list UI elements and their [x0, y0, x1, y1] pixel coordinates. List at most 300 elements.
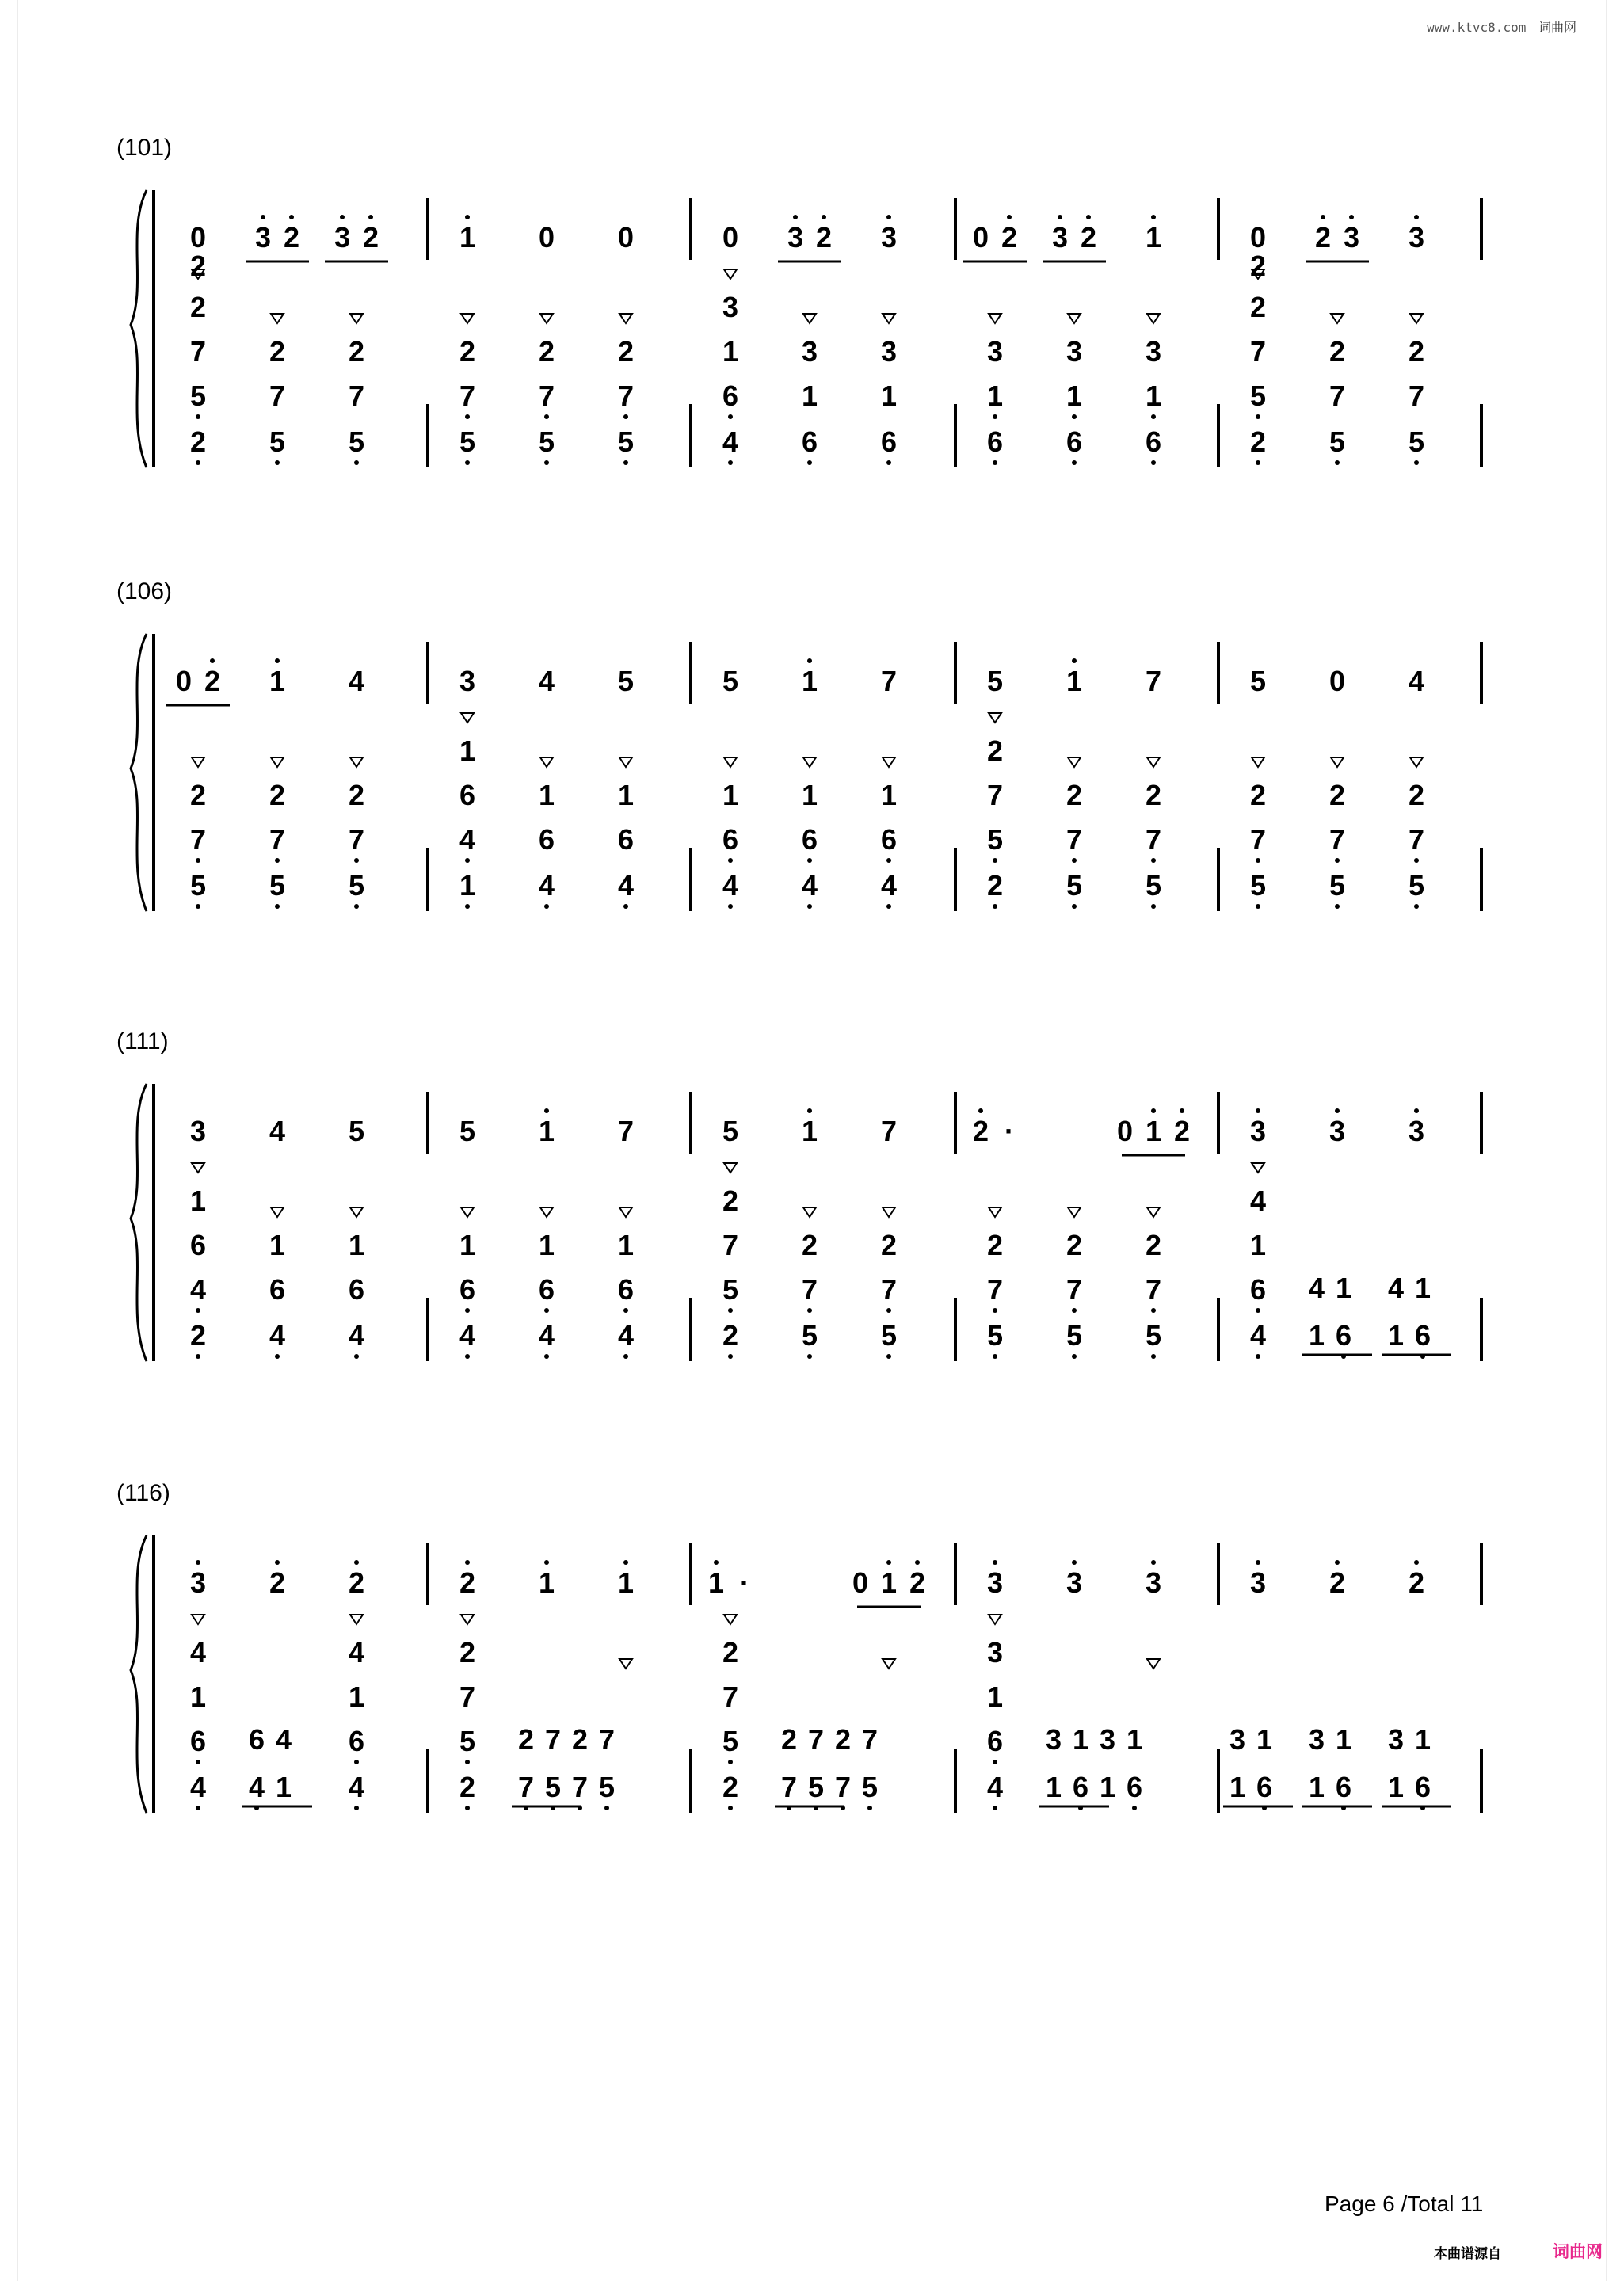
melody-note: 3: [1066, 1566, 1083, 1599]
staff-svg: [0, 610, 1624, 975]
grand-staff-brace: [131, 634, 147, 911]
melody-note: 2: [909, 1566, 926, 1599]
accent-mark: [1068, 757, 1081, 767]
high-octave-dot: [1335, 1560, 1340, 1565]
bass-note: 4: [538, 869, 555, 902]
bass-note: 5: [269, 425, 286, 458]
high-octave-dot: [544, 1108, 549, 1113]
chord-note: 2: [1408, 779, 1425, 811]
melody-note: 2: [1080, 221, 1097, 254]
low-octave-dot: [1072, 460, 1077, 465]
chord-note: 1: [1249, 1229, 1267, 1261]
low-octave-dot: [465, 414, 470, 419]
accent-mark: [1410, 757, 1423, 767]
melody-note: 3: [1051, 221, 1069, 254]
broken-chord-note: 4: [275, 1723, 292, 1756]
low-octave-dot: [728, 1806, 733, 1810]
melody-note: 2: [459, 1566, 476, 1599]
chord-note: 2: [1249, 291, 1267, 323]
low-octave-dot: [728, 1308, 733, 1313]
low-octave-dot: [1256, 1308, 1260, 1313]
accent-mark: [461, 314, 474, 323]
accent-mark: [619, 1659, 632, 1669]
chord-note: 7: [1408, 380, 1425, 412]
chord-note: 1: [459, 734, 476, 767]
chord-note: 4: [189, 1636, 207, 1669]
low-octave-dot: [544, 460, 549, 465]
bass-note: 6: [801, 425, 818, 458]
low-octave-dot: [196, 414, 200, 419]
bass-note: 5: [1408, 425, 1425, 458]
chord-note: 1: [880, 779, 898, 811]
chord-note: 6: [538, 823, 555, 856]
chord-note: 4: [459, 823, 476, 856]
chord-note: 5: [1249, 380, 1267, 412]
melody-note: 5: [1249, 665, 1267, 697]
footer-brand: 词曲网: [1553, 2242, 1603, 2261]
low-octave-dot: [886, 904, 891, 909]
low-octave-dot: [1151, 460, 1156, 465]
chord-note: 2: [189, 291, 207, 323]
high-octave-dot: [1151, 1108, 1156, 1113]
low-octave-dot: [354, 858, 359, 863]
accent-mark: [803, 757, 816, 767]
chord-note: 1: [617, 779, 635, 811]
chord-note: 7: [1145, 823, 1162, 856]
chord-note: 1: [189, 1680, 207, 1713]
low-octave-dot: [196, 858, 200, 863]
bass-note: 5: [617, 425, 635, 458]
low-octave-dot: [275, 858, 280, 863]
bass-note: 1: [1099, 1771, 1116, 1803]
melody-note: 3: [986, 1566, 1004, 1599]
low-octave-dot: [465, 1308, 470, 1313]
melody-note: 3: [1408, 1115, 1425, 1147]
chord-note: 7: [1066, 823, 1083, 856]
high-octave-dot: [1414, 215, 1419, 219]
bass-note: 5: [1145, 869, 1162, 902]
melody-note: 3: [1249, 1566, 1267, 1599]
grand-staff-brace: [131, 1535, 147, 1813]
broken-chord-note: 1: [1256, 1723, 1273, 1756]
bass-note: 4: [722, 425, 739, 458]
low-octave-dot: [465, 904, 470, 909]
melody-note: 3: [787, 221, 804, 254]
bass-note: 4: [617, 1319, 635, 1352]
melody-note: 3: [1249, 1115, 1267, 1147]
bass-note: 5: [801, 1319, 818, 1352]
high-octave-dot: [1349, 215, 1354, 219]
accent-mark: [540, 1207, 553, 1217]
melody-note: 7: [880, 665, 898, 697]
melody-note: 1: [801, 1115, 818, 1147]
accent-mark: [724, 269, 737, 279]
low-octave-dot: [993, 460, 997, 465]
chord-note: 7: [1329, 380, 1346, 412]
low-octave-dot: [728, 904, 733, 909]
chord-note: 6: [459, 779, 476, 811]
accent-mark: [1410, 314, 1423, 323]
bass-note: 5: [807, 1771, 825, 1803]
chord-note: 2: [986, 734, 1004, 767]
melody-note: 2: [269, 1566, 286, 1599]
chord-note: 3: [986, 335, 1004, 368]
accent-mark: [989, 1615, 1001, 1624]
chord-note: 7: [722, 1229, 739, 1261]
bass-note: 1: [275, 1771, 292, 1803]
high-octave-dot: [623, 1560, 628, 1565]
low-octave-dot: [623, 904, 628, 909]
high-octave-dot: [1151, 1560, 1156, 1565]
chord-note: 6: [538, 1273, 555, 1306]
low-octave-dot: [465, 1760, 470, 1764]
low-octave-dot: [544, 414, 549, 419]
accent-mark: [883, 314, 895, 323]
low-octave-dot: [1335, 858, 1340, 863]
chord-note: 5: [722, 1273, 739, 1306]
broken-chord-note: 6: [248, 1723, 265, 1756]
melody-note: 3: [1145, 1566, 1162, 1599]
high-octave-dot: [210, 658, 215, 663]
accent-mark: [989, 314, 1001, 323]
melody-note: 4: [538, 665, 555, 697]
chord-note: 1: [986, 380, 1004, 412]
chord-note: 7: [1145, 1273, 1162, 1306]
chord-note: 5: [459, 1725, 476, 1757]
melody-note: 3: [254, 221, 272, 254]
accent-mark: [883, 757, 895, 767]
broken-chord-note: 3: [1387, 1723, 1405, 1756]
bass-note: 5: [459, 425, 476, 458]
page-number: Page 6 /Total 11: [1325, 2191, 1484, 2216]
bass-note: 1: [1387, 1319, 1405, 1352]
bass-note: 5: [269, 869, 286, 902]
chord-note: 2: [1066, 1229, 1083, 1261]
chord-note: 2: [269, 335, 286, 368]
low-octave-dot: [623, 1354, 628, 1359]
high-octave-dot: [1072, 658, 1077, 663]
staff-svg: [0, 1512, 1624, 1876]
low-octave-dot: [728, 1760, 733, 1764]
low-octave-dot: [275, 460, 280, 465]
high-octave-dot: [978, 1108, 983, 1113]
chord-note: 2: [880, 1229, 898, 1261]
low-octave-dot: [728, 1354, 733, 1359]
melody-note: 2: [1001, 221, 1018, 254]
chord-note: 2: [538, 335, 555, 368]
low-octave-dot: [993, 414, 997, 419]
chord-note: 7: [722, 1680, 739, 1713]
low-octave-dot: [1256, 460, 1260, 465]
low-octave-dot: [196, 460, 200, 465]
accent-mark: [989, 1207, 1001, 1217]
chord-note: 1: [617, 1229, 635, 1261]
chord-note: 5: [986, 823, 1004, 856]
bass-note: 1: [459, 869, 476, 902]
chord-note: 1: [538, 1229, 555, 1261]
melody-note: 0: [538, 221, 555, 254]
accent-mark: [192, 1615, 204, 1624]
bass-note: 7: [834, 1771, 852, 1803]
chord-note: 2: [348, 335, 365, 368]
high-octave-dot: [1335, 1108, 1340, 1113]
high-octave-dot: [465, 215, 470, 219]
melody-note: 5: [722, 1115, 739, 1147]
bass-note: 5: [1145, 1319, 1162, 1352]
chord-note: 2: [986, 1229, 1004, 1261]
accent-mark: [883, 1207, 895, 1217]
chord-note: 6: [801, 823, 818, 856]
bass-note: 2: [189, 425, 207, 458]
low-octave-dot: [867, 1806, 872, 1810]
accent-mark: [724, 1163, 737, 1173]
low-octave-dot: [993, 1806, 997, 1810]
accent-mark: [1147, 314, 1160, 323]
high-octave-dot: [465, 1560, 470, 1565]
melody-note: 0: [617, 221, 635, 254]
melody-note: 0: [972, 221, 989, 254]
low-octave-dot: [1151, 858, 1156, 863]
chord-note: 6: [189, 1725, 207, 1757]
low-octave-dot: [1151, 904, 1156, 909]
bass-note: 2: [1249, 425, 1267, 458]
chord-note: 7: [1329, 823, 1346, 856]
accent-mark: [350, 1615, 363, 1624]
bass-note: 5: [1408, 869, 1425, 902]
accent-mark: [350, 1207, 363, 1217]
bass-note: 6: [1256, 1771, 1273, 1803]
melody-note: 2: [1314, 221, 1332, 254]
chord-note: 7: [1066, 1273, 1083, 1306]
chord-note: 2: [189, 779, 207, 811]
high-octave-dot: [1180, 1108, 1184, 1113]
bass-note: 2: [722, 1319, 739, 1352]
bass-note: 2: [459, 1771, 476, 1803]
chord-note: 2: [269, 779, 286, 811]
low-octave-dot: [807, 460, 812, 465]
melody-note: 2: [1408, 1566, 1425, 1599]
chord-note: 2: [348, 779, 365, 811]
accent-mark: [724, 757, 737, 767]
chord-note: 6: [722, 380, 739, 412]
bass-note: 5: [538, 425, 555, 458]
chord-note: 6: [617, 1273, 635, 1306]
chord-note: 1: [722, 779, 739, 811]
bass-note: 5: [348, 425, 365, 458]
broken-chord-note: 1: [1414, 1723, 1431, 1756]
bass-note: 7: [571, 1771, 589, 1803]
high-octave-dot: [1058, 215, 1062, 219]
bass-note: 5: [598, 1771, 616, 1803]
melody-note: ·: [740, 1566, 749, 1599]
chord-note: 7: [986, 1273, 1004, 1306]
melody-note: 4: [348, 665, 365, 697]
melody-note: 5: [617, 665, 635, 697]
high-octave-dot: [1256, 1560, 1260, 1565]
broken-chord-note: 7: [861, 1723, 879, 1756]
melody-note: 2: [972, 1115, 989, 1147]
melody-note: 2: [1329, 1566, 1346, 1599]
low-octave-dot: [993, 858, 997, 863]
low-octave-dot: [728, 460, 733, 465]
melody-note: 1: [1145, 221, 1162, 254]
low-octave-dot: [1256, 904, 1260, 909]
melody-note: 3: [334, 221, 351, 254]
low-octave-dot: [544, 1354, 549, 1359]
bass-note: 4: [986, 1771, 1004, 1803]
high-octave-dot: [1414, 1108, 1419, 1113]
chord-note: 6: [348, 1725, 365, 1757]
melody-note: 1: [880, 1566, 898, 1599]
broken-chord-note: 2: [571, 1723, 589, 1756]
chord-note: 7: [348, 380, 365, 412]
melody-note: 1: [707, 1566, 725, 1599]
high-octave-dot: [289, 215, 294, 219]
low-octave-dot: [275, 1354, 280, 1359]
high-octave-dot: [544, 1560, 549, 1565]
low-octave-dot: [1414, 858, 1419, 863]
footer-source: 本曲谱源自: [1434, 2246, 1501, 2262]
broken-chord-note: 1: [1126, 1723, 1143, 1756]
low-octave-dot: [196, 1760, 200, 1764]
accent-mark: [989, 713, 1001, 723]
high-octave-dot: [807, 1108, 812, 1113]
chord-note: 3: [722, 291, 739, 323]
broken-chord-note: 3: [1308, 1723, 1325, 1756]
chord-note: 7: [269, 380, 286, 412]
bass-note: 6: [1145, 425, 1162, 458]
low-octave-dot: [886, 1354, 891, 1359]
chord-note: 7: [880, 1273, 898, 1306]
melody-note: 1: [1145, 1115, 1162, 1147]
chord-note: 7: [538, 380, 555, 412]
low-octave-dot: [1072, 414, 1077, 419]
low-octave-dot: [465, 1354, 470, 1359]
bass-note: 4: [801, 869, 818, 902]
grand-staff-brace: [131, 1084, 147, 1361]
accent-mark: [461, 1207, 474, 1217]
melody-note: 0: [852, 1566, 869, 1599]
low-octave-dot: [807, 858, 812, 863]
bass-note: 5: [1329, 869, 1346, 902]
melody-note: 1: [459, 221, 476, 254]
chord-note: 5: [189, 380, 207, 412]
high-octave-dot: [196, 1560, 200, 1565]
bass-note: 5: [1249, 869, 1267, 902]
bass-note: 4: [248, 1771, 265, 1803]
bass-note: 1: [1045, 1771, 1062, 1803]
high-octave-dot: [1086, 215, 1091, 219]
chord-note: 2: [1145, 1229, 1162, 1261]
accent-mark: [1252, 757, 1264, 767]
bass-note: 4: [617, 869, 635, 902]
low-octave-dot: [354, 460, 359, 465]
bass-note: 5: [986, 1319, 1004, 1352]
bass-note: 6: [880, 425, 898, 458]
chord-note: 2: [1249, 250, 1267, 282]
low-octave-dot: [993, 904, 997, 909]
low-octave-dot: [1335, 460, 1340, 465]
chord-note: 7: [617, 380, 635, 412]
melody-note: 4: [269, 1115, 286, 1147]
high-octave-dot: [1414, 1560, 1419, 1565]
accent-mark: [1068, 314, 1081, 323]
low-octave-dot: [196, 1354, 200, 1359]
chord-note: 6: [1249, 1273, 1267, 1306]
bass-note: 4: [189, 1771, 207, 1803]
accent-mark: [1252, 1163, 1264, 1173]
low-octave-dot: [1335, 904, 1340, 909]
low-octave-dot: [196, 904, 200, 909]
accent-mark: [350, 757, 363, 767]
broken-chord-note: 3: [1045, 1723, 1062, 1756]
accent-mark: [350, 314, 363, 323]
melody-note: 2: [204, 665, 221, 697]
melody-note: 2: [1173, 1115, 1191, 1147]
broken-chord-note: 7: [598, 1723, 616, 1756]
chord-note: 2: [1408, 335, 1425, 368]
chord-note: 3: [880, 335, 898, 368]
chord-note: 1: [801, 779, 818, 811]
low-octave-dot: [1072, 1308, 1077, 1313]
high-octave-dot: [807, 658, 812, 663]
low-octave-dot: [1072, 1354, 1077, 1359]
melody-note: 1: [1066, 665, 1083, 697]
accent-mark: [1147, 1659, 1160, 1669]
low-octave-dot: [623, 414, 628, 419]
chord-note: 2: [722, 1184, 739, 1217]
low-octave-dot: [1072, 858, 1077, 863]
bass-note: 5: [544, 1771, 562, 1803]
chord-note: 7: [459, 1680, 476, 1713]
low-octave-dot: [1256, 858, 1260, 863]
bass-note: 4: [348, 1319, 365, 1352]
bass-note: 5: [189, 869, 207, 902]
low-octave-dot: [275, 904, 280, 909]
melody-note: 2: [815, 221, 833, 254]
bass-note: 5: [880, 1319, 898, 1352]
bass-note: 6: [1066, 425, 1083, 458]
site-url: www.ktvc8.com: [1427, 20, 1527, 35]
bass-note: 1: [1387, 1771, 1405, 1803]
melody-note: 3: [459, 665, 476, 697]
melody-note: 1: [617, 1566, 635, 1599]
high-octave-dot: [886, 1560, 891, 1565]
high-octave-dot: [1007, 215, 1012, 219]
chord-note: 1: [538, 779, 555, 811]
melody-note: 2: [283, 221, 300, 254]
accent-mark: [619, 1207, 632, 1217]
bass-note: 6: [1335, 1319, 1352, 1352]
broken-chord-note: 1: [1072, 1723, 1089, 1756]
high-octave-dot: [1321, 215, 1325, 219]
melody-note: 5: [986, 665, 1004, 697]
accent-mark: [271, 757, 284, 767]
measure-number: (111): [116, 1028, 169, 1055]
accent-mark: [619, 314, 632, 323]
accent-mark: [1147, 1207, 1160, 1217]
melody-note: 1: [538, 1115, 555, 1147]
bass-note: 6: [1414, 1771, 1431, 1803]
low-octave-dot: [728, 858, 733, 863]
chord-note: 7: [189, 823, 207, 856]
melody-note: 0: [722, 221, 739, 254]
low-octave-dot: [993, 1308, 997, 1313]
broken-chord-note: 7: [544, 1723, 562, 1756]
high-octave-dot: [915, 1560, 920, 1565]
bass-note: 1: [1308, 1771, 1325, 1803]
bass-note: 4: [1249, 1319, 1267, 1352]
